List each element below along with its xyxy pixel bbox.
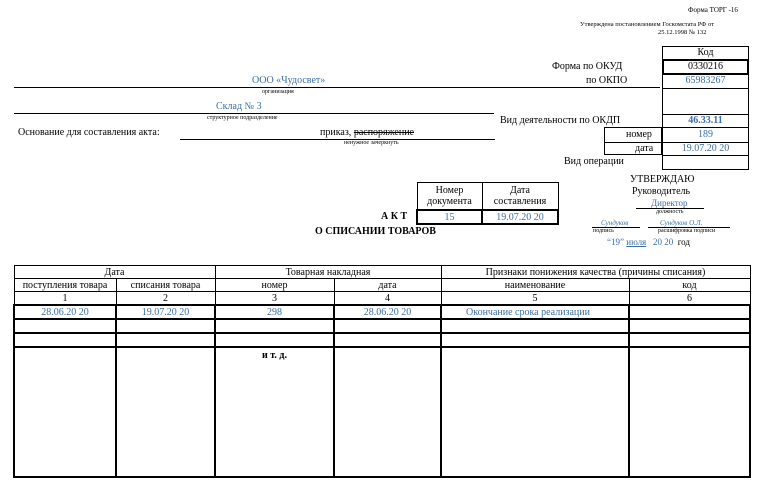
okud-value: 0330216: [688, 61, 723, 72]
approval-decree-line2: 25.12.1998 № 132: [658, 29, 707, 36]
act-title: О СПИСАНИИ ТОВАРОВ: [315, 226, 436, 237]
okdp-label: Вид деятельности по ОКДП: [500, 115, 621, 126]
approval-date: “19” июля 20 20 год: [607, 237, 690, 247]
doc-number-header: Номер документа: [417, 183, 482, 211]
row1-receipt: 28.06.20 20: [14, 305, 116, 319]
date-value: 19.07.20 20: [681, 143, 730, 154]
number-label: номер: [626, 129, 652, 140]
row1-number: 298: [215, 305, 334, 319]
basis-caption: ненужное зачеркнуть: [344, 140, 399, 146]
header-number: номер: [215, 279, 334, 292]
okdp-value: 46.33.11: [688, 115, 723, 126]
doc-date-value: 19.07.20 20: [482, 210, 558, 224]
date-label: дата: [635, 143, 654, 154]
doc-number-date-table: [416, 182, 559, 225]
header-name: наименование: [441, 279, 629, 292]
header-receipt: поступления товара: [14, 279, 116, 292]
col-num-1: 1: [14, 292, 116, 306]
row1-date: 28.06.20 20: [334, 305, 441, 319]
col-num-6: 6: [629, 292, 750, 306]
table-row: [14, 319, 750, 333]
approval-position: Директор: [651, 198, 688, 208]
decoding-caption: расшифровка подписи: [658, 228, 716, 234]
table-row: [14, 305, 750, 319]
doc-date-header: Дата составления: [482, 183, 558, 211]
organization-caption: организация: [262, 89, 294, 95]
department-name: Склад № 3: [216, 101, 262, 112]
basis-value: приказ, распоряжение: [320, 127, 414, 138]
writeoff-table: [13, 265, 751, 478]
header-date: дата: [334, 279, 441, 292]
header-date-group: Дата: [14, 266, 215, 279]
doc-number-value: 15: [417, 210, 482, 224]
header-code: код: [629, 279, 750, 292]
row1-name: Окончание срока реализации: [441, 305, 629, 319]
okud-label: Форма по ОКУД: [552, 61, 623, 72]
col-num-3: 3: [215, 292, 334, 306]
row1-writeoff: 19.07.20 20: [116, 305, 215, 319]
approval-decoding: Сундуков О.Л.: [660, 219, 703, 227]
okpo-value: 65983267: [685, 75, 726, 86]
basis-label: Основание для составления акта:: [18, 127, 160, 138]
organization-name: ООО «Чудосвет»: [252, 75, 326, 86]
col-num-5: 5: [441, 292, 629, 306]
signature-caption: подпись: [593, 228, 614, 234]
department-caption: структурное подразделение: [207, 115, 278, 121]
position-caption: должность: [656, 209, 684, 215]
header-invoice-group: Товарная накладная: [215, 266, 441, 279]
number-value: 189: [698, 129, 713, 140]
approval-decree-line1: Утверждена постановлением Госкомстата РФ от: [580, 21, 715, 28]
col-num-2: 2: [116, 292, 215, 306]
header-writeoff: списания товара: [116, 279, 215, 292]
col-num-4: 4: [334, 292, 441, 306]
form-name: Форма ТОРГ -16: [688, 6, 738, 14]
approval-head: Руководитель: [632, 186, 691, 197]
approval-signature: Сундуков: [601, 219, 629, 227]
header-reason-group: Признаки понижения качества (причины списания): [441, 266, 750, 279]
table-row: [14, 333, 750, 347]
table-row: [14, 347, 750, 477]
okpo-label: по ОКПО: [586, 75, 628, 86]
act-label: А К Т: [381, 211, 408, 222]
codes-title: Код: [697, 47, 714, 58]
operation-label: Вид операции: [564, 156, 624, 167]
etc-text: и т. д.: [215, 347, 334, 477]
row1-code: [629, 305, 750, 319]
approval-title: УТВЕРЖДАЮ: [630, 174, 695, 185]
